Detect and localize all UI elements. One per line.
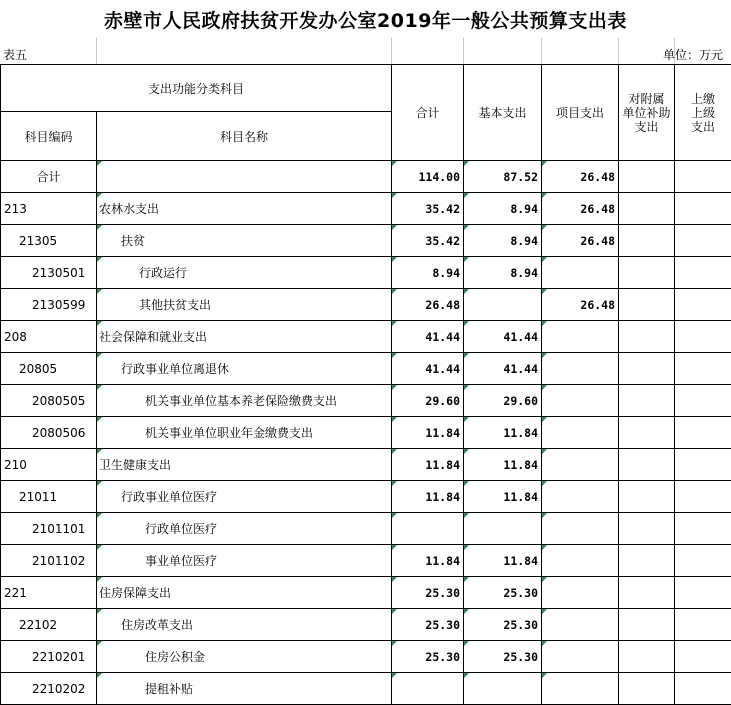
row-code: 2080506 (1, 417, 97, 449)
row-code: 208 (1, 321, 97, 353)
row-basic: 11.84 (464, 449, 542, 481)
row-subsidy (619, 417, 675, 449)
row-basic (464, 289, 542, 321)
row-total (392, 513, 464, 545)
row-project (542, 545, 619, 577)
row-total: 26.48 (392, 289, 464, 321)
subsidy-header-line: 单位补助 (619, 106, 674, 120)
row-name: 行政事业单位离退休 (97, 353, 392, 385)
row-name: 农林水支出 (97, 193, 392, 225)
row-basic (464, 673, 542, 705)
row-name: 住房公积金 (97, 641, 392, 673)
row-total: 11.84 (392, 449, 464, 481)
row-basic: 11.84 (464, 481, 542, 513)
table-label: 表五 (3, 46, 27, 63)
table-row (1, 353, 731, 385)
project-header: 项目支出 (542, 65, 619, 161)
gridline (96, 38, 97, 64)
subsidy-header (619, 65, 675, 161)
basic-header: 基本支出 (464, 65, 542, 161)
row-subsidy (619, 609, 675, 641)
table-row (1, 289, 731, 321)
row-total: 25.30 (392, 609, 464, 641)
upper-header-line: 上缴 (675, 92, 731, 106)
row-project: 26.48 (542, 225, 619, 257)
row-total: 41.44 (392, 353, 464, 385)
row-name: 行政事业单位医疗 (97, 481, 392, 513)
unit-label: 单位：万元 (663, 46, 723, 63)
row-subsidy (619, 545, 675, 577)
row-project (542, 481, 619, 513)
row-upper (675, 641, 731, 673)
table-row (1, 545, 731, 577)
row-subsidy (619, 321, 675, 353)
row-code: 2210202 (1, 673, 97, 705)
row-basic (464, 513, 542, 545)
upper-header (675, 65, 731, 161)
row-upper (675, 257, 731, 289)
table-row (1, 449, 731, 481)
row-project (542, 321, 619, 353)
total-project: 26.48 (542, 161, 619, 193)
total-subsidy (619, 161, 675, 193)
row-subsidy (619, 449, 675, 481)
table-row (1, 193, 731, 225)
row-total: 35.42 (392, 193, 464, 225)
row-name: 行政单位医疗 (97, 513, 392, 545)
table-row (1, 417, 731, 449)
upper-header-line: 支出 (675, 120, 731, 134)
row-project (542, 673, 619, 705)
row-upper (675, 481, 731, 513)
row-basic: 41.44 (464, 321, 542, 353)
row-basic: 11.84 (464, 417, 542, 449)
page-title: 赤壁市人民政府扶贫开发办公室2019年一般公共预算支出表 (0, 0, 731, 38)
row-project (542, 609, 619, 641)
row-code: 21305 (1, 225, 97, 257)
upper-header-line: 上级 (675, 106, 731, 120)
row-project (542, 513, 619, 545)
row-name: 卫生健康支出 (97, 449, 392, 481)
row-project (542, 577, 619, 609)
row-total: 25.30 (392, 577, 464, 609)
row-project (542, 353, 619, 385)
row-upper (675, 289, 731, 321)
row-name: 其他扶贫支出 (97, 289, 392, 321)
row-subsidy (619, 577, 675, 609)
row-upper (675, 609, 731, 641)
table-row (1, 673, 731, 705)
row-upper (675, 545, 731, 577)
total-name-cell (97, 161, 392, 193)
row-basic: 8.94 (464, 225, 542, 257)
row-total: 11.84 (392, 545, 464, 577)
row-name: 机关事业单位职业年金缴费支出 (97, 417, 392, 449)
row-upper (675, 577, 731, 609)
row-subsidy (619, 289, 675, 321)
row-upper (675, 385, 731, 417)
row-code: 2210201 (1, 641, 97, 673)
row-basic: 8.94 (464, 193, 542, 225)
table-row (1, 577, 731, 609)
table-row (1, 321, 731, 353)
row-name: 住房保障支出 (97, 577, 392, 609)
row-code: 213 (1, 193, 97, 225)
row-project (542, 641, 619, 673)
row-upper (675, 513, 731, 545)
row-upper (675, 193, 731, 225)
row-code: 2130599 (1, 289, 97, 321)
row-code: 2130501 (1, 257, 97, 289)
row-name: 提租补贴 (97, 673, 392, 705)
row-total (392, 673, 464, 705)
row-name: 事业单位医疗 (97, 545, 392, 577)
row-total: 29.60 (392, 385, 464, 417)
row-code: 20805 (1, 353, 97, 385)
row-code: 2080505 (1, 385, 97, 417)
row-total: 11.84 (392, 417, 464, 449)
row-project (542, 385, 619, 417)
total-label: 合计 (1, 161, 97, 193)
row-name: 机关事业单位基本养老保险缴费支出 (97, 385, 392, 417)
row-basic: 29.60 (464, 385, 542, 417)
table-row (1, 257, 731, 289)
table-row (1, 609, 731, 641)
row-basic: 25.30 (464, 577, 542, 609)
table-row (1, 641, 731, 673)
table-row (1, 481, 731, 513)
row-basic: 41.44 (464, 353, 542, 385)
table-row (1, 225, 731, 257)
row-project (542, 449, 619, 481)
gridline (541, 38, 542, 64)
row-total: 8.94 (392, 257, 464, 289)
row-code: 2101102 (1, 545, 97, 577)
row-total: 35.42 (392, 225, 464, 257)
row-name: 住房改革支出 (97, 609, 392, 641)
row-upper (675, 449, 731, 481)
row-code: 221 (1, 577, 97, 609)
total-basic: 87.52 (464, 161, 542, 193)
code-header: 科目编码 (1, 112, 97, 161)
row-name: 社会保障和就业支出 (97, 321, 392, 353)
table-row (1, 513, 731, 545)
total-row (1, 161, 731, 193)
total-upper (675, 161, 731, 193)
row-project (542, 417, 619, 449)
name-header: 科目名称 (97, 112, 392, 161)
row-total: 41.44 (392, 321, 464, 353)
row-total: 25.30 (392, 641, 464, 673)
row-project: 26.48 (542, 289, 619, 321)
gridline (618, 38, 619, 64)
row-project: 26.48 (542, 193, 619, 225)
row-subsidy (619, 513, 675, 545)
table-row (1, 385, 731, 417)
subsidy-header-line: 支出 (619, 120, 674, 134)
row-subsidy (619, 353, 675, 385)
row-subsidy (619, 257, 675, 289)
row-upper (675, 321, 731, 353)
row-upper (675, 673, 731, 705)
subsidy-header-line: 对附属 (619, 92, 674, 106)
row-code: 21011 (1, 481, 97, 513)
row-upper (675, 353, 731, 385)
row-subsidy (619, 481, 675, 513)
row-basic: 25.30 (464, 609, 542, 641)
row-basic: 8.94 (464, 257, 542, 289)
row-code: 2101101 (1, 513, 97, 545)
total-total: 114.00 (392, 161, 464, 193)
row-subsidy (619, 385, 675, 417)
row-subsidy (619, 641, 675, 673)
category-header: 支出功能分类科目 (1, 65, 392, 112)
row-upper (675, 417, 731, 449)
budget-table (0, 64, 731, 705)
row-code: 22102 (1, 609, 97, 641)
row-subsidy (619, 673, 675, 705)
row-basic: 25.30 (464, 641, 542, 673)
total-header: 合计 (392, 65, 464, 161)
row-total: 11.84 (392, 481, 464, 513)
row-name: 扶贫 (97, 225, 392, 257)
row-subsidy (619, 225, 675, 257)
row-name: 行政运行 (97, 257, 392, 289)
gridline (463, 38, 464, 64)
row-basic: 11.84 (464, 545, 542, 577)
row-upper (675, 225, 731, 257)
row-code: 210 (1, 449, 97, 481)
row-subsidy (619, 193, 675, 225)
row-project (542, 257, 619, 289)
gridline (391, 38, 392, 64)
label-row (0, 38, 731, 65)
